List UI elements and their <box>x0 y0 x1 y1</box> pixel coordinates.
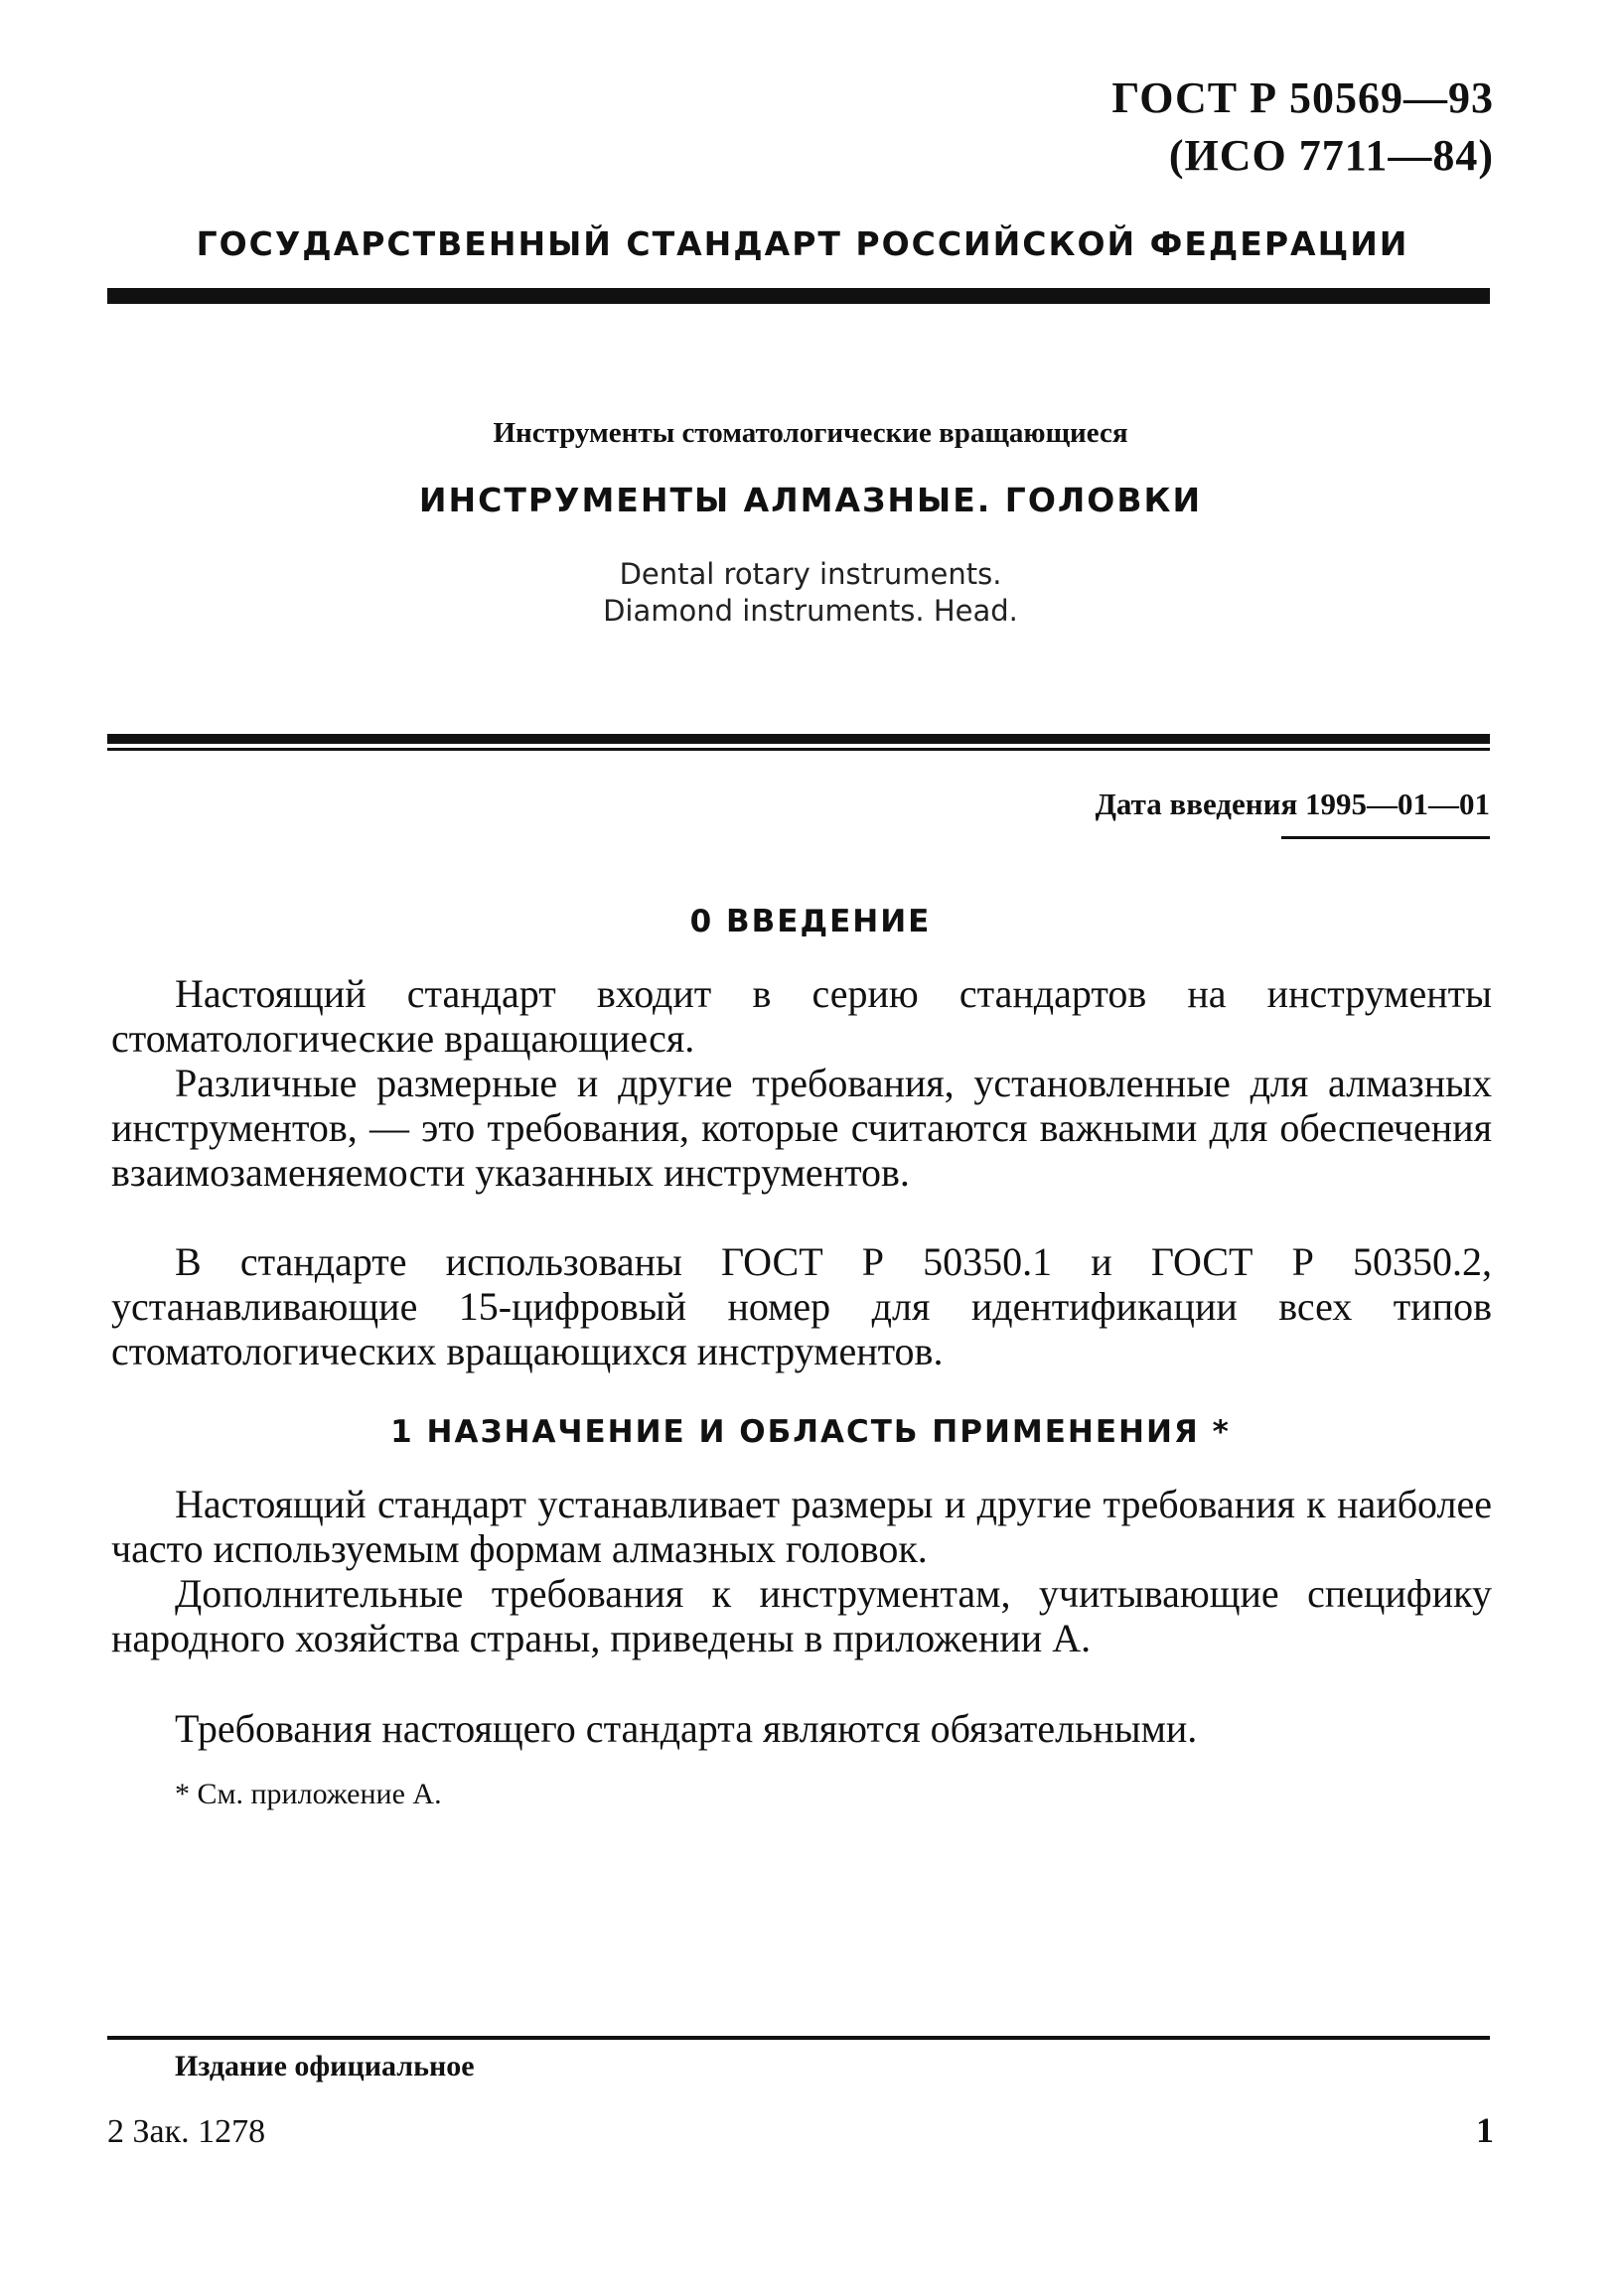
standard-number-block <box>799 70 1494 185</box>
organization-title: ГОСУДАРСТВЕННЫЙ СТАНДАРТ РОССИЙСКОЙ ФЕДЕРАЦИИ <box>196 224 1409 263</box>
section-0-heading: 0 ВВЕДЕНИЕ <box>689 904 932 939</box>
standard-number: ГОСТ Р 50569—93 <box>1111 73 1494 122</box>
document-title: ИНСТРУМЕНТЫ АЛМАЗНЫЕ. ГОЛОВКИ <box>418 481 1203 519</box>
document-subtitle: Инструменты стоматологические вращающиеся <box>493 417 1128 449</box>
section-0-paragraph-3: В стандарте использованы ГОСТ Р 50350.1 и ГОСТ Р 50350.2, устанавливающие 15-цифровый номер для идентификации всех типов стоматологических вращающихся инструментов. <box>111 1239 1492 1373</box>
bottom-rule <box>107 2036 1490 2040</box>
english-title-line-1: Dental rotary instruments. <box>619 557 1002 591</box>
section-1-heading: 1 НАЗНАЧЕНИЕ И ОБЛАСТЬ ПРИМЕНЕНИЯ * <box>390 1414 1231 1450</box>
english-title-line-2: Diamond instruments. Head. <box>603 594 1018 628</box>
iso-number: (ИСО 7711—84) <box>1168 131 1494 180</box>
middle-rule-thin <box>107 748 1490 751</box>
footnote: * См. приложение А. <box>175 1778 442 1810</box>
edition-label: Издание официальное <box>175 2050 475 2082</box>
section-0-paragraph-1: Настоящий стандарт входит в серию стандартов на инструменты стоматологические вращающиеся. <box>111 971 1492 1061</box>
page-number: 1 <box>1476 2110 1494 2150</box>
section-0-paragraph-2: Различные размерные и другие требования, установленные для алмазных инструментов, — это требования, которые считаются важными для обеспечения взаимозаменяемости указанных инструментов. <box>111 1061 1492 1195</box>
section-1-paragraph-2: Дополнительные требования к инструментам, учитывающие специфику народного хозяйства страны, приведены в приложении А. <box>111 1571 1492 1660</box>
introduction-date: Дата введения 1995—01—01 <box>1095 787 1490 821</box>
section-1-paragraph-3: Требования настоящего стандарта являются обязательными. <box>175 1706 1198 1751</box>
english-title <box>0 556 1621 630</box>
order-number: 2 Зак. 1278 <box>107 2113 266 2150</box>
top-rule <box>107 288 1490 304</box>
section-1-paragraph-1: Настоящий стандарт устанавливает размеры и другие требования к наиболее часто используемым формам алмазных головок. <box>111 1482 1492 1571</box>
date-underline <box>1281 836 1490 839</box>
middle-rule <box>107 734 1490 744</box>
